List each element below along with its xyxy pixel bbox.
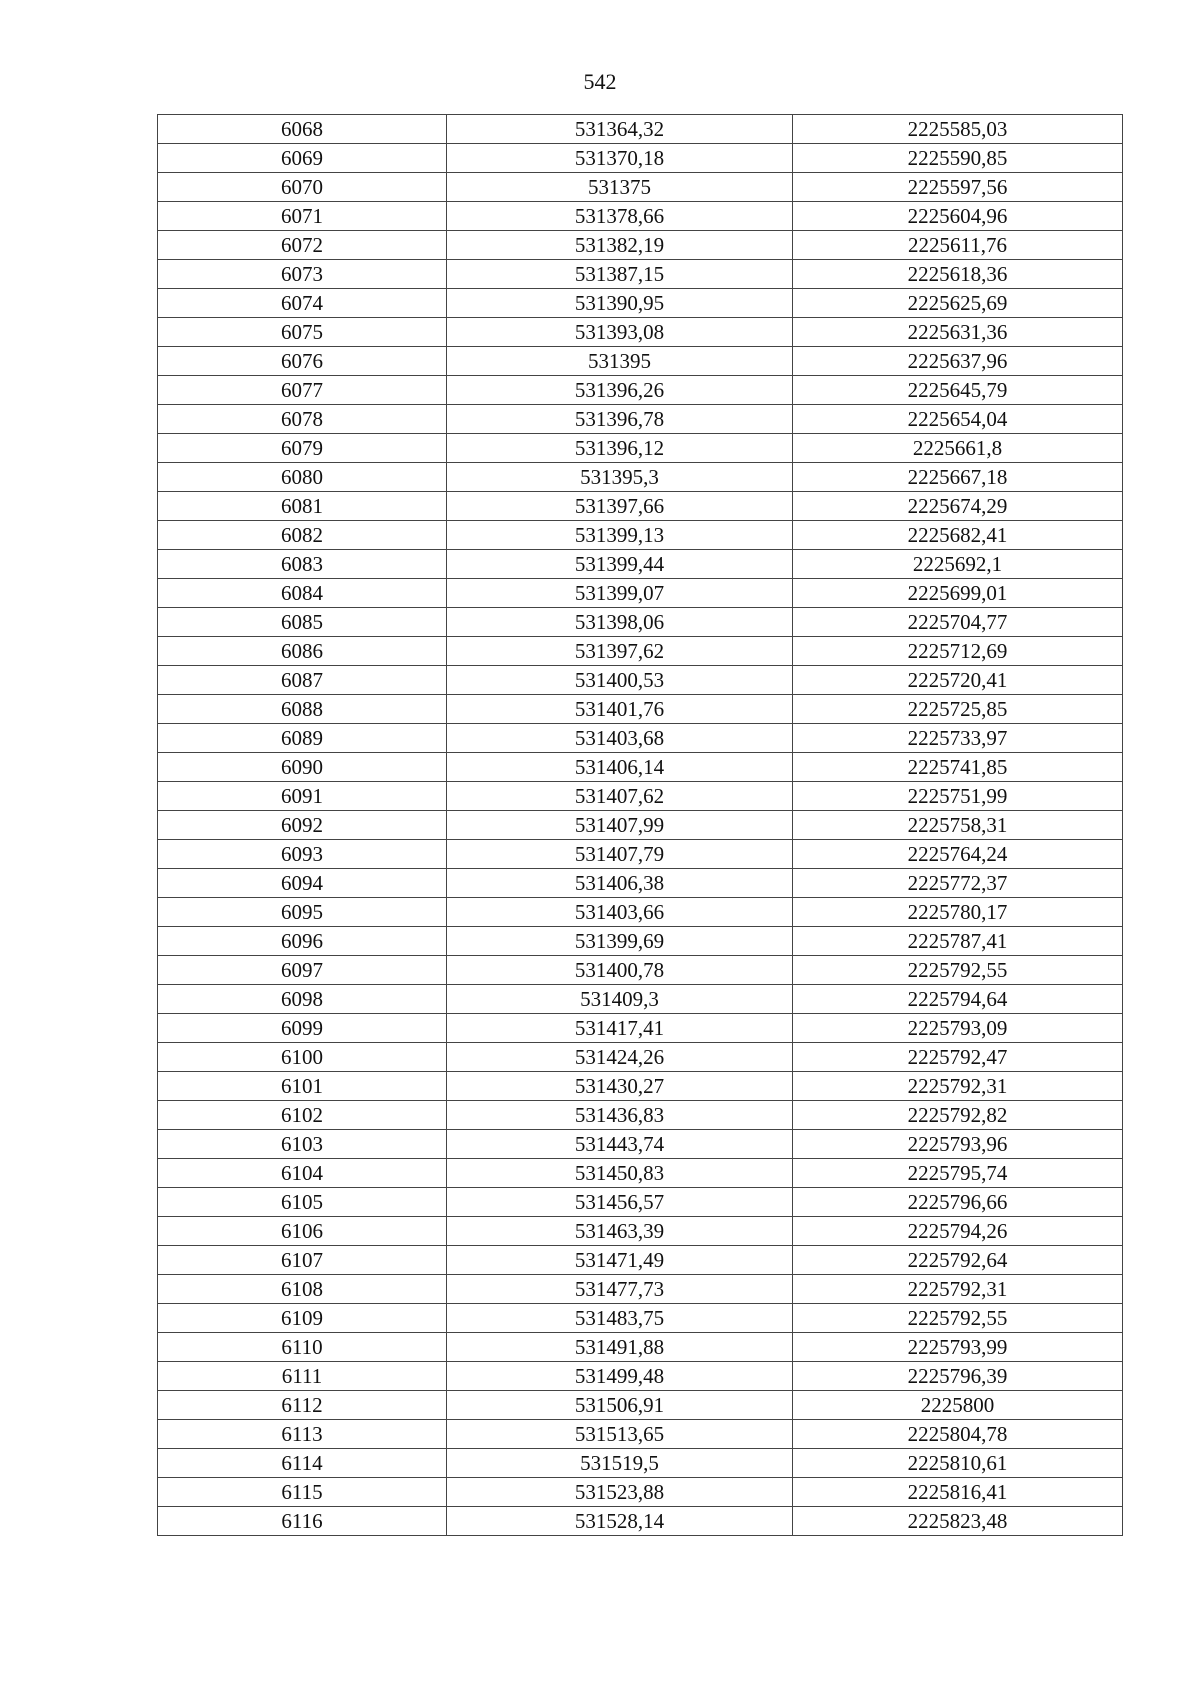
point-number-cell: 6075 [158,318,447,347]
x-coordinate-cell: 531390,95 [447,289,793,318]
x-coordinate-cell: 531396,78 [447,405,793,434]
x-coordinate-cell: 531417,41 [447,1014,793,1043]
table-row [158,898,1123,927]
table-row [158,550,1123,579]
page-number: 542 [583,69,617,94]
point-number-cell: 6093 [158,840,447,869]
x-coordinate-cell: 531364,32 [447,115,793,144]
table-row [158,869,1123,898]
x-coordinate-cell: 531443,74 [447,1130,793,1159]
coordinates-table [157,114,1123,1536]
x-coordinate-cell: 531436,83 [447,1101,793,1130]
x-coordinate-cell: 531528,14 [447,1507,793,1536]
point-number-cell: 6099 [158,1014,447,1043]
point-number-cell: 6113 [158,1420,447,1449]
x-coordinate-cell: 531424,26 [447,1043,793,1072]
x-coordinate-cell: 531406,14 [447,753,793,782]
point-number-cell: 6090 [158,753,447,782]
table-row [158,1159,1123,1188]
y-coordinate-cell: 2225692,1 [793,550,1123,579]
point-number-cell: 6115 [158,1478,447,1507]
point-number-cell: 6078 [158,405,447,434]
y-coordinate-cell: 2225645,79 [793,376,1123,405]
y-coordinate-cell: 2225793,96 [793,1130,1123,1159]
x-coordinate-cell: 531471,49 [447,1246,793,1275]
table-row [158,202,1123,231]
point-number-cell: 6085 [158,608,447,637]
y-coordinate-cell: 2225585,03 [793,115,1123,144]
point-number-cell: 6088 [158,695,447,724]
x-coordinate-cell: 531519,5 [447,1449,793,1478]
y-coordinate-cell: 2225792,47 [793,1043,1123,1072]
point-number-cell: 6106 [158,1217,447,1246]
x-coordinate-cell: 531477,73 [447,1275,793,1304]
x-coordinate-cell: 531407,62 [447,782,793,811]
point-number-cell: 6087 [158,666,447,695]
y-coordinate-cell: 2225796,66 [793,1188,1123,1217]
point-number-cell: 6108 [158,1275,447,1304]
table-row [158,753,1123,782]
table-row [158,144,1123,173]
point-number-cell: 6116 [158,1507,447,1536]
table-row [158,1043,1123,1072]
point-number-cell: 6069 [158,144,447,173]
x-coordinate-cell: 531403,66 [447,898,793,927]
x-coordinate-cell: 531491,88 [447,1333,793,1362]
y-coordinate-cell: 2225597,56 [793,173,1123,202]
table-row [158,1072,1123,1101]
table-row [158,927,1123,956]
point-number-cell: 6100 [158,1043,447,1072]
table-row [158,840,1123,869]
table-row [158,1391,1123,1420]
y-coordinate-cell: 2225712,69 [793,637,1123,666]
table-row [158,1420,1123,1449]
y-coordinate-cell: 2225810,61 [793,1449,1123,1478]
x-coordinate-cell: 531393,08 [447,318,793,347]
y-coordinate-cell: 2225625,69 [793,289,1123,318]
y-coordinate-cell: 2225733,97 [793,724,1123,753]
point-number-cell: 6081 [158,492,447,521]
point-number-cell: 6094 [158,869,447,898]
x-coordinate-cell: 531396,12 [447,434,793,463]
table-row [158,376,1123,405]
table-row [158,1449,1123,1478]
table-row [158,1478,1123,1507]
x-coordinate-cell: 531387,15 [447,260,793,289]
point-number-cell: 6076 [158,347,447,376]
table-row [158,405,1123,434]
table-row [158,260,1123,289]
point-number-cell: 6103 [158,1130,447,1159]
table-row [158,1130,1123,1159]
table-row [158,579,1123,608]
table-row [158,289,1123,318]
x-coordinate-cell: 531399,07 [447,579,793,608]
point-number-cell: 6104 [158,1159,447,1188]
point-number-cell: 6101 [158,1072,447,1101]
y-coordinate-cell: 2225654,04 [793,405,1123,434]
table-row [158,1188,1123,1217]
table-row [158,1507,1123,1536]
x-coordinate-cell: 531406,38 [447,869,793,898]
table-row [158,434,1123,463]
y-coordinate-cell: 2225796,39 [793,1362,1123,1391]
table-row [158,666,1123,695]
table-row [158,811,1123,840]
y-coordinate-cell: 2225804,78 [793,1420,1123,1449]
point-number-cell: 6086 [158,637,447,666]
point-number-cell: 6074 [158,289,447,318]
x-coordinate-cell: 531483,75 [447,1304,793,1333]
y-coordinate-cell: 2225699,01 [793,579,1123,608]
y-coordinate-cell: 2225667,18 [793,463,1123,492]
table-row [158,1246,1123,1275]
x-coordinate-cell: 531400,78 [447,956,793,985]
point-number-cell: 6068 [158,115,447,144]
x-coordinate-cell: 531378,66 [447,202,793,231]
y-coordinate-cell: 2225720,41 [793,666,1123,695]
table-row [158,956,1123,985]
y-coordinate-cell: 2225618,36 [793,260,1123,289]
point-number-cell: 6102 [158,1101,447,1130]
table-row [158,1304,1123,1333]
y-coordinate-cell: 2225758,31 [793,811,1123,840]
y-coordinate-cell: 2225800 [793,1391,1123,1420]
x-coordinate-cell: 531400,53 [447,666,793,695]
x-coordinate-cell: 531399,44 [447,550,793,579]
x-coordinate-cell: 531398,06 [447,608,793,637]
y-coordinate-cell: 2225787,41 [793,927,1123,956]
table-row [158,782,1123,811]
point-number-cell: 6077 [158,376,447,405]
point-number-cell: 6082 [158,521,447,550]
y-coordinate-cell: 2225816,41 [793,1478,1123,1507]
table-row [158,318,1123,347]
point-number-cell: 6083 [158,550,447,579]
x-coordinate-cell: 531397,66 [447,492,793,521]
y-coordinate-cell: 2225792,82 [793,1101,1123,1130]
x-coordinate-cell: 531403,68 [447,724,793,753]
point-number-cell: 6092 [158,811,447,840]
y-coordinate-cell: 2225793,99 [793,1333,1123,1362]
coordinates-table-body [158,115,1123,1536]
x-coordinate-cell: 531499,48 [447,1362,793,1391]
table-row [158,347,1123,376]
y-coordinate-cell: 2225604,96 [793,202,1123,231]
table-row [158,521,1123,550]
point-number-cell: 6070 [158,173,447,202]
y-coordinate-cell: 2225637,96 [793,347,1123,376]
point-number-cell: 6073 [158,260,447,289]
x-coordinate-cell: 531395 [447,347,793,376]
x-coordinate-cell: 531430,27 [447,1072,793,1101]
y-coordinate-cell: 2225725,85 [793,695,1123,724]
point-number-cell: 6111 [158,1362,447,1391]
point-number-cell: 6084 [158,579,447,608]
table-row [158,1362,1123,1391]
x-coordinate-cell: 531382,19 [447,231,793,260]
point-number-cell: 6107 [158,1246,447,1275]
point-number-cell: 6114 [158,1449,447,1478]
table-row [158,608,1123,637]
x-coordinate-cell: 531506,91 [447,1391,793,1420]
y-coordinate-cell: 2225792,55 [793,956,1123,985]
point-number-cell: 6080 [158,463,447,492]
y-coordinate-cell: 2225794,26 [793,1217,1123,1246]
y-coordinate-cell: 2225674,29 [793,492,1123,521]
x-coordinate-cell: 531399,69 [447,927,793,956]
table-row [158,231,1123,260]
y-coordinate-cell: 2225792,55 [793,1304,1123,1333]
x-coordinate-cell: 531396,26 [447,376,793,405]
x-coordinate-cell: 531407,79 [447,840,793,869]
table-row [158,724,1123,753]
y-coordinate-cell: 2225661,8 [793,434,1123,463]
table-row [158,492,1123,521]
x-coordinate-cell: 531456,57 [447,1188,793,1217]
x-coordinate-cell: 531399,13 [447,521,793,550]
point-number-cell: 6089 [158,724,447,753]
point-number-cell: 6109 [158,1304,447,1333]
y-coordinate-cell: 2225611,76 [793,231,1123,260]
table-row [158,1217,1123,1246]
point-number-cell: 6071 [158,202,447,231]
x-coordinate-cell: 531513,65 [447,1420,793,1449]
y-coordinate-cell: 2225741,85 [793,753,1123,782]
table-row [158,985,1123,1014]
x-coordinate-cell: 531395,3 [447,463,793,492]
table-row [158,695,1123,724]
point-number-cell: 6079 [158,434,447,463]
point-number-cell: 6112 [158,1391,447,1420]
point-number-cell: 6097 [158,956,447,985]
x-coordinate-cell: 531407,99 [447,811,793,840]
point-number-cell: 6072 [158,231,447,260]
x-coordinate-cell: 531375 [447,173,793,202]
y-coordinate-cell: 2225792,64 [793,1246,1123,1275]
point-number-cell: 6091 [158,782,447,811]
y-coordinate-cell: 2225794,64 [793,985,1123,1014]
y-coordinate-cell: 2225751,99 [793,782,1123,811]
point-number-cell: 6098 [158,985,447,1014]
x-coordinate-cell: 531523,88 [447,1478,793,1507]
point-number-cell: 6095 [158,898,447,927]
y-coordinate-cell: 2225795,74 [793,1159,1123,1188]
y-coordinate-cell: 2225704,77 [793,608,1123,637]
y-coordinate-cell: 2225590,85 [793,144,1123,173]
y-coordinate-cell: 2225682,41 [793,521,1123,550]
y-coordinate-cell: 2225793,09 [793,1014,1123,1043]
x-coordinate-cell: 531397,62 [447,637,793,666]
point-number-cell: 6105 [158,1188,447,1217]
table-row [158,1275,1123,1304]
y-coordinate-cell: 2225764,24 [793,840,1123,869]
y-coordinate-cell: 2225631,36 [793,318,1123,347]
table-row [158,173,1123,202]
y-coordinate-cell: 2225792,31 [793,1275,1123,1304]
x-coordinate-cell: 531401,76 [447,695,793,724]
y-coordinate-cell: 2225772,37 [793,869,1123,898]
y-coordinate-cell: 2225780,17 [793,898,1123,927]
table-row [158,463,1123,492]
table-row [158,1333,1123,1362]
x-coordinate-cell: 531370,18 [447,144,793,173]
y-coordinate-cell: 2225792,31 [793,1072,1123,1101]
x-coordinate-cell: 531463,39 [447,1217,793,1246]
table-row [158,1014,1123,1043]
point-number-cell: 6096 [158,927,447,956]
point-number-cell: 6110 [158,1333,447,1362]
x-coordinate-cell: 531409,3 [447,985,793,1014]
x-coordinate-cell: 531450,83 [447,1159,793,1188]
table-row [158,637,1123,666]
table-row [158,1101,1123,1130]
y-coordinate-cell: 2225823,48 [793,1507,1123,1536]
table-row [158,115,1123,144]
